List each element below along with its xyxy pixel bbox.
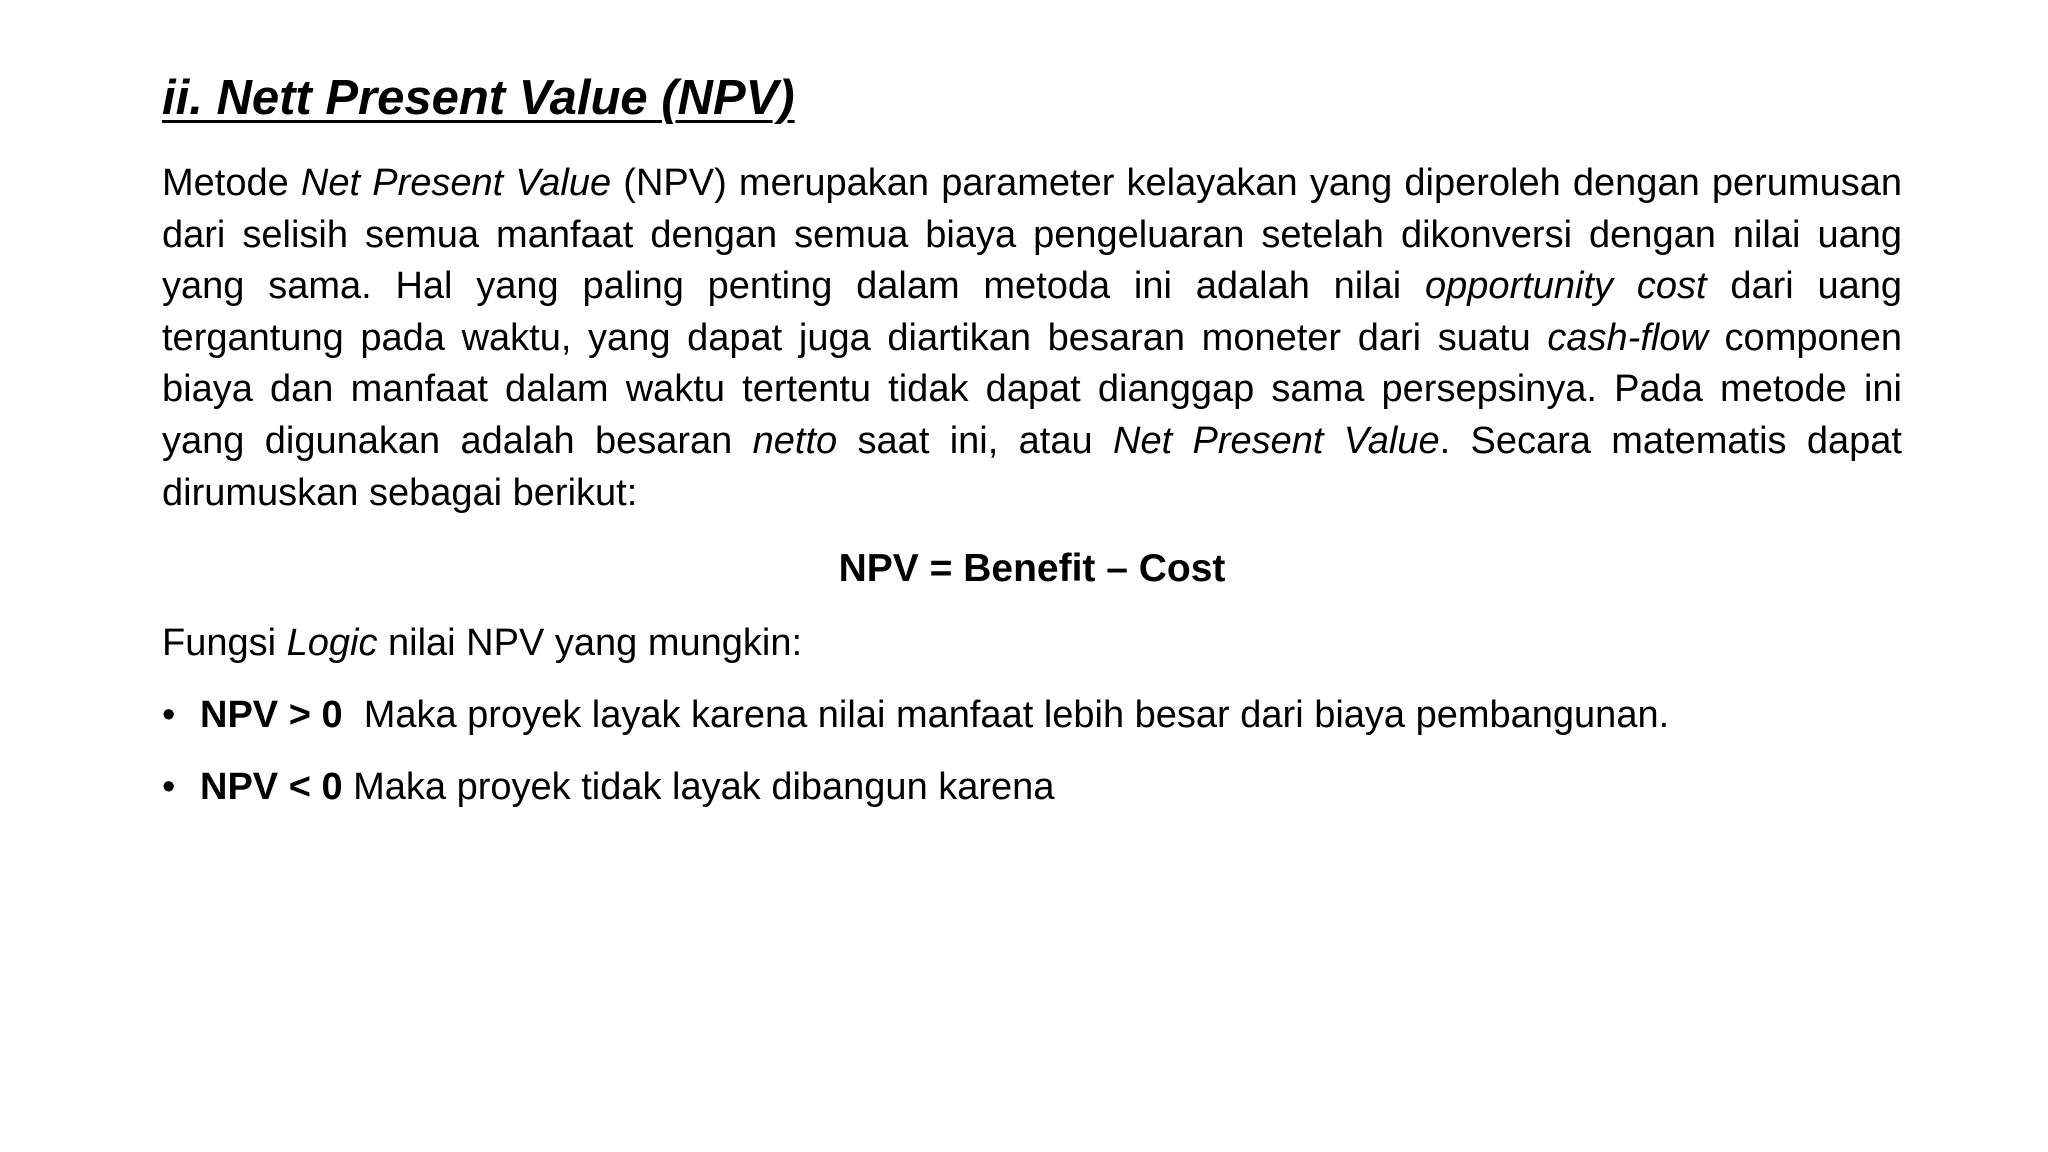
list-item-npv-positive bbox=[162, 689, 1902, 741]
paragraph-text-2: (NPV) merupakan parameter kelayakan yang diperoleh dengan perumusan dari selisih semua manfaat dengan semua biaya pengeluaran setelah dikonversi dengan nilai uang yang sama. Hal yang paling penting dalam metoda ini adalah nilai bbox=[162, 162, 1902, 308]
paragraph-text-6: . Secara matematis dapat dirumuskan sebagai berikut: bbox=[162, 419, 1902, 514]
logic-intro bbox=[162, 617, 1902, 669]
condition-label: NPV > 0 bbox=[200, 694, 343, 737]
paragraph-italic-cash-flow: cash-flow bbox=[1547, 316, 1708, 359]
paragraph-text-3: dari uang tergantung pada waktu, yang dapat juga diartikan besaran moneter dari suatu bbox=[162, 265, 1903, 359]
slide bbox=[162, 60, 1902, 833]
logic-italic: Logic bbox=[286, 622, 378, 665]
paragraph-text-5: saat ini, atau bbox=[837, 419, 1113, 462]
paragraph-text-1: Metode bbox=[162, 162, 301, 204]
paragraph-italic-net-present-value-2: Net Present Value bbox=[1113, 419, 1440, 462]
slide-title: ii. Nett Present Value (NPV) bbox=[162, 71, 795, 125]
paragraph-italic-netto: netto bbox=[752, 419, 838, 462]
condition-text: Maka proyek layak karena nilai manfaat lebih besar dari biaya pembangunan. bbox=[342, 694, 1670, 737]
condition-label: NPV < 0 bbox=[200, 766, 343, 809]
bullet-icon: • bbox=[162, 766, 176, 809]
npv-formula: NPV = Benefit – Cost bbox=[838, 547, 1226, 591]
logic-prefix: Fungsi bbox=[162, 622, 287, 665]
paragraph-italic-opportunity-cost: opportunity cost bbox=[1425, 265, 1707, 308]
condition-text: Maka proyek tidak layak dibangun karena bbox=[342, 766, 1055, 809]
npv-description-paragraph bbox=[162, 158, 1902, 519]
list-item-npv-negative bbox=[162, 761, 1902, 813]
paragraph-text-4: componen biaya dan manfaat dalam waktu tertentu tidak dapat dianggap sama persepsinya. Pada metode ini yang digunakan adalah besaran bbox=[162, 316, 1903, 462]
logic-suffix: nilai NPV yang mungkin: bbox=[377, 622, 803, 665]
npv-condition-list bbox=[162, 689, 1902, 813]
bullet-icon: • bbox=[162, 694, 176, 737]
paragraph-italic-net-present-value: Net Present Value bbox=[300, 162, 612, 204]
